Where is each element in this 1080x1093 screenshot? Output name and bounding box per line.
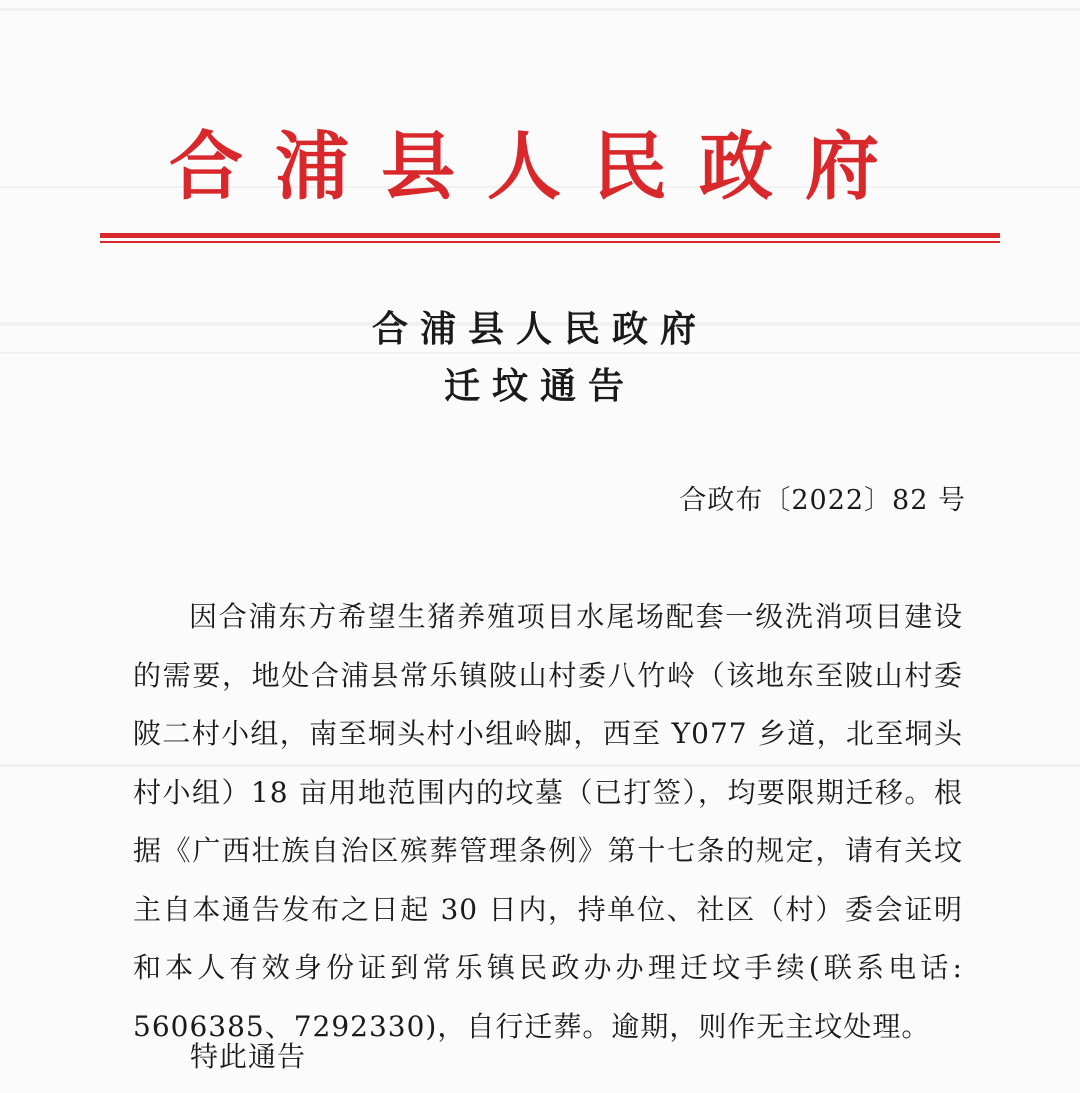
document-title-subject: 迁坟通告 — [443, 365, 636, 407]
document-title-issuer: 合浦县人民政府 — [371, 308, 708, 350]
scan-streak — [0, 8, 1080, 11]
notice-body-paragraph: 因合浦东方希望生猪养殖项目水尾场配套一级洗消项目建设的需要，地处合浦县常乐镇陂山村委八竹岭（该地东至陂山村委陂二村小组，南至垌头村小组岭脚，西至 Y077 乡道，北至垌头村小组）18 亩用地范围内的坟墓（已打签），均要限期迁移。根据《广西壮族自治区殡葬管理条例》第十七条的规定，请有关坟主自本通告发布之日起 30 日内，持单位、社区（村）委会证明和本人有效身份证到常乐镇民政办办理迁坟手续(联系电话: 5606385、7292330)，自行迁葬。逾期，则作无主坟处理。 — [133, 600, 963, 1043]
red-header-rule-thin — [100, 241, 1000, 243]
closing-phrase: 特此通告 — [190, 1040, 307, 1073]
red-header-banner: 合浦县人民政府 — [169, 124, 911, 210]
document-number: 合政布〔2022〕82 号 — [679, 485, 966, 516]
red-header-rule — [100, 233, 1000, 238]
